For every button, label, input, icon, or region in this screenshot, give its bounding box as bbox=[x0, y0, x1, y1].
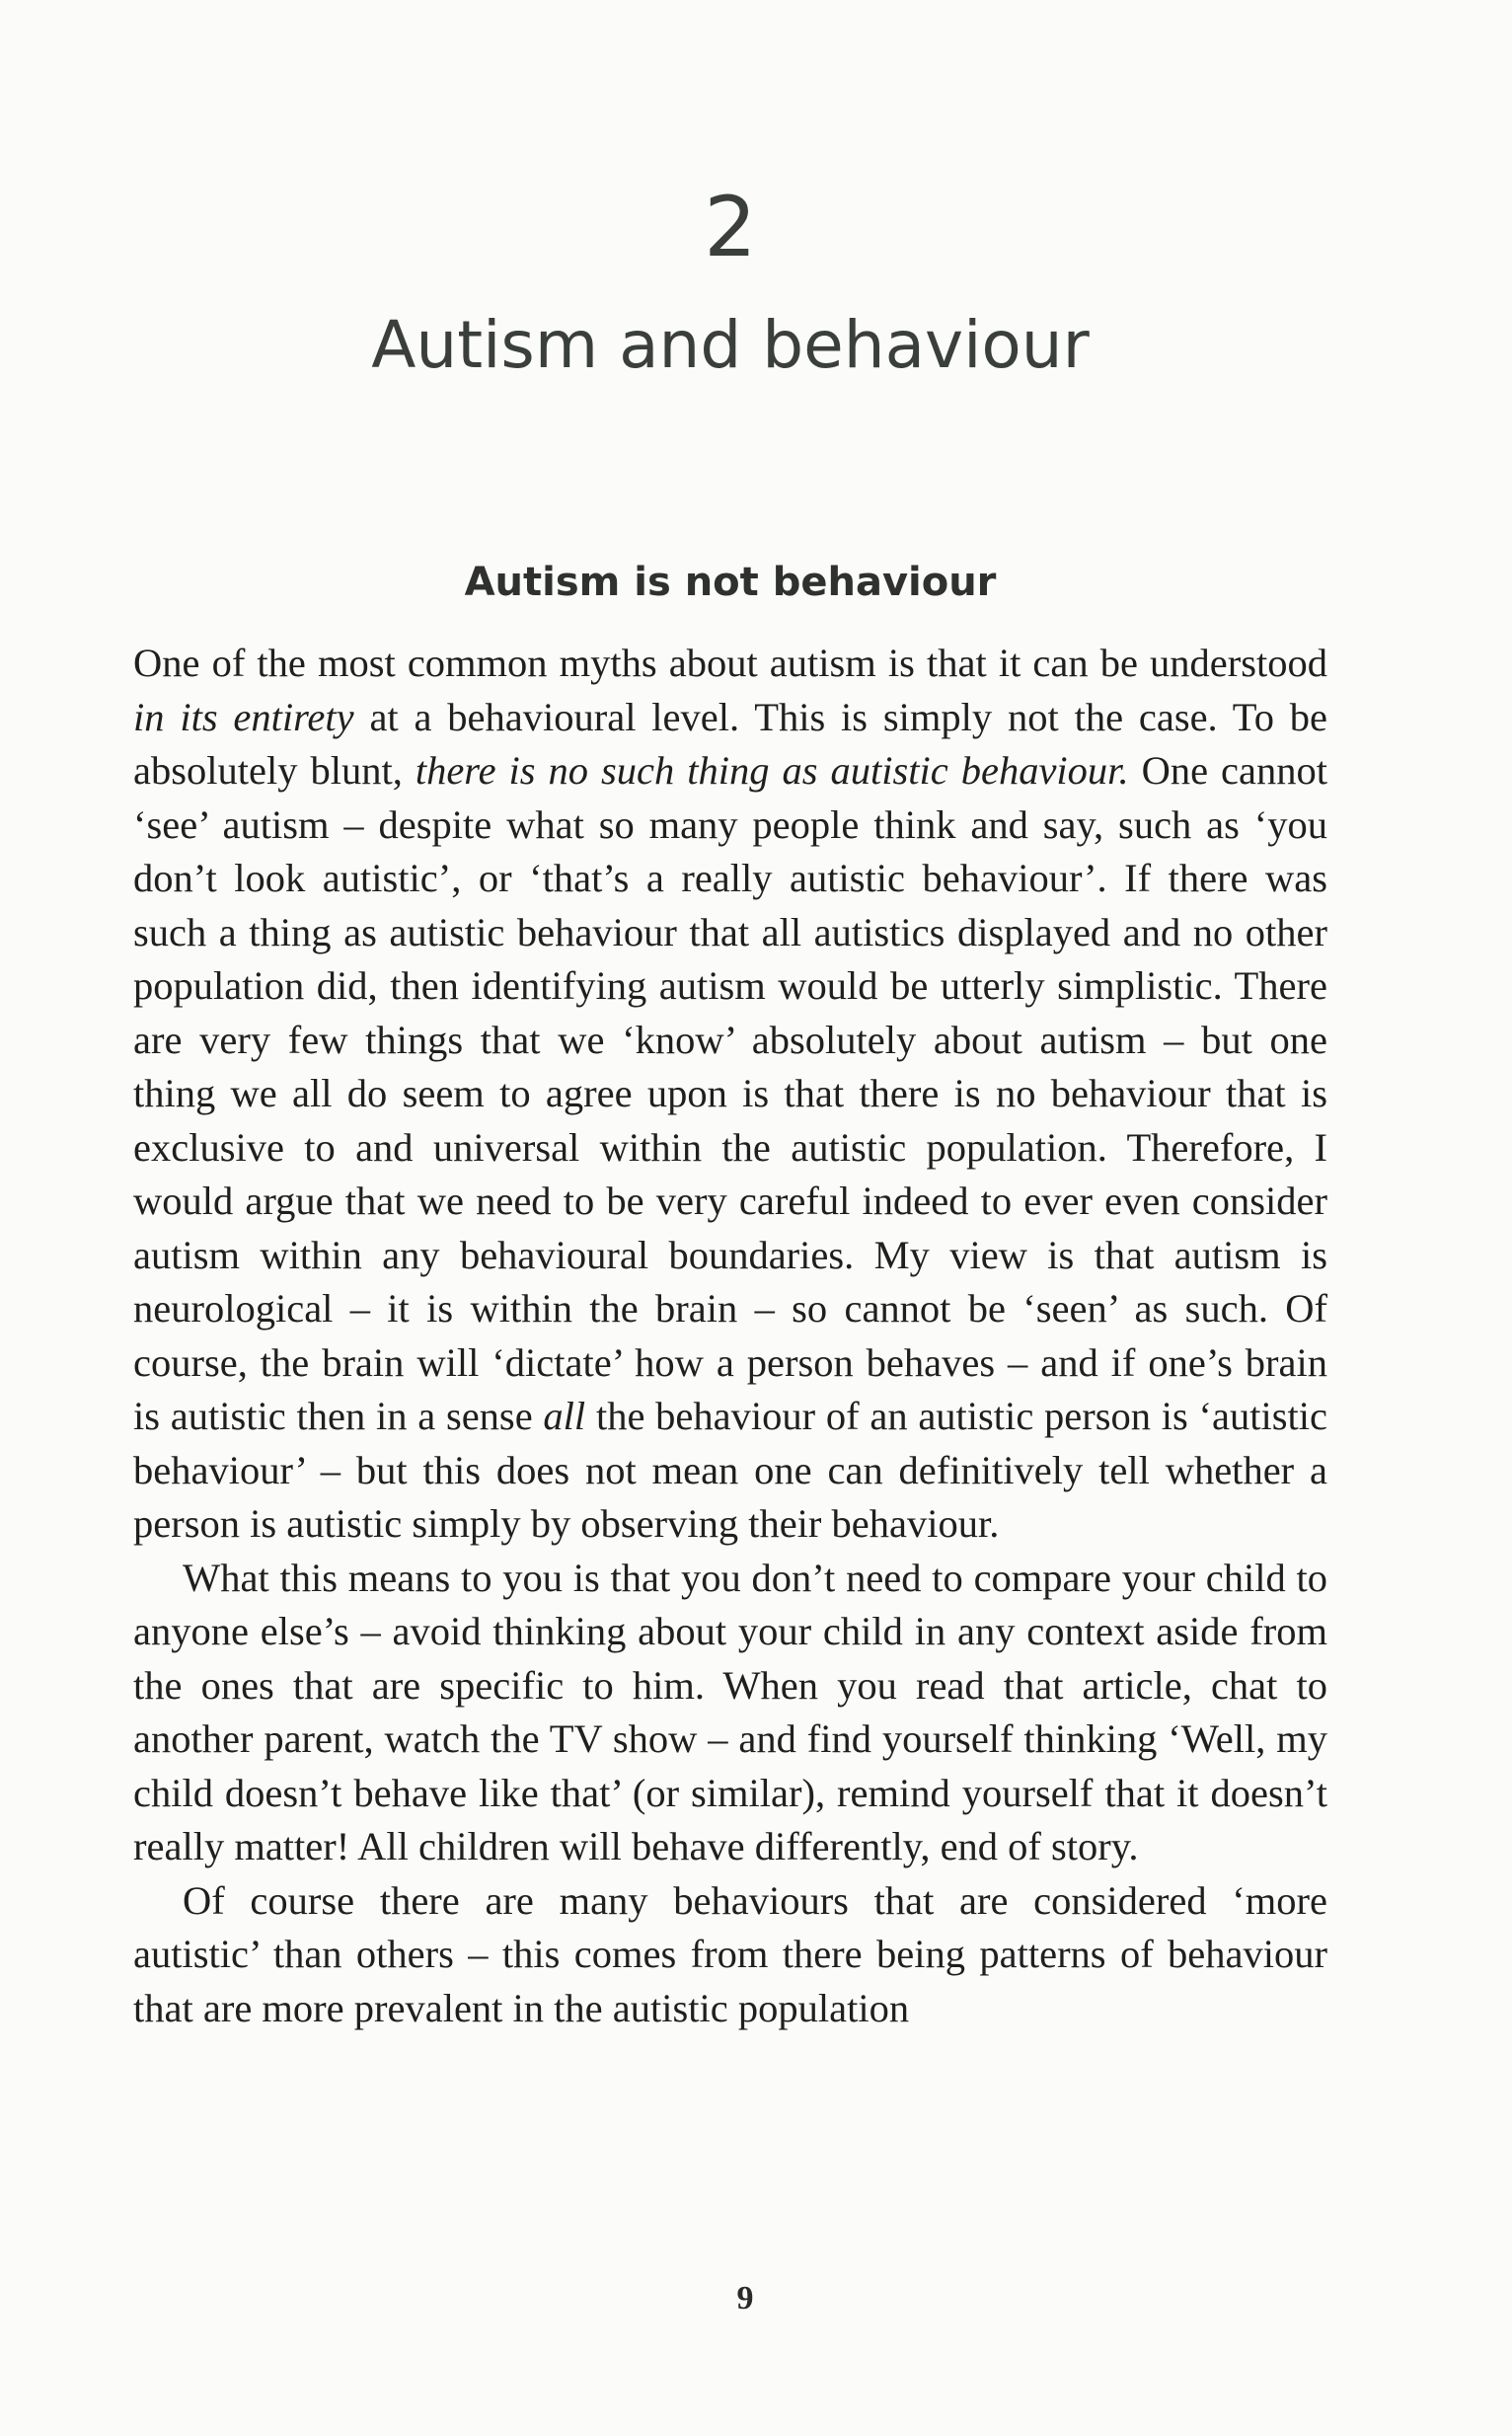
paragraph-text: One cannot ‘see’ autism – despite what so many people think and say, such as ‘you don’t look autistic’, or ‘that’s a really autistic behaviour’. If there was such a thing as autistic behaviour that all autistics displayed and no other population did, then identifying autism would be utterly simplistic. There are very few things that we ‘know’ absolutely about autism – but one thing we all do seem to agree upon is that there is no behaviour that is exclusive to and universal within the autistic population. Therefore, I would argue that we need to be very careful indeed to ever even consider autism within any behavioural boundaries. My view is that autism is neurological – it is within the brain – so cannot be ‘seen’ as such. Of course, the brain will ‘dictate’ how a person behaves – and if one’s brain is autistic then in a sense bbox=[133, 748, 1327, 1438]
paragraph-1 bbox=[133, 637, 1327, 1552]
paragraph-text: the behaviour of an autistic person is ‘autistic behaviour’ – but this does not mean one can definitively tell whether a person is autistic simply by observing their behaviour. bbox=[133, 1394, 1327, 1546]
page-number: 9 bbox=[736, 2280, 754, 2317]
paragraph-2: What this means to you is that you don’t need to compare your child to anyone else’s – avoid thinking about your child in any context aside from the ones that are specific to him. When you read that article, chat to another parent, watch the TV show – and find yourself thinking ‘Well, my child doesn’t behave like that’ (or similar), remind yourself that it doesn’t really matter! All children will behave differently, end of story. bbox=[133, 1555, 1327, 1868]
emphasis-text: all bbox=[543, 1394, 586, 1438]
section-heading: Autism is not behaviour bbox=[464, 560, 997, 605]
chapter-title: Autism and behaviour bbox=[371, 307, 1090, 383]
emphasis-text: in its entirety bbox=[133, 694, 354, 739]
paragraph-3: Of course there are many behaviours that are considered ‘more autistic’ than others – this comes from there being patterns of behaviour that are more prevalent in the autistic population bbox=[133, 1877, 1327, 2030]
chapter-number: 2 bbox=[704, 179, 757, 275]
paragraph-text: at a behavioural level. This is simply not the case. To be absolutely blunt, bbox=[133, 694, 1327, 793]
emphasis-text: there is no such thing as autistic behaviour. bbox=[415, 748, 1129, 793]
paragraph-text: One of the most common myths about autism is that it can be understood bbox=[133, 641, 1327, 685]
body-text bbox=[133, 637, 1327, 2035]
